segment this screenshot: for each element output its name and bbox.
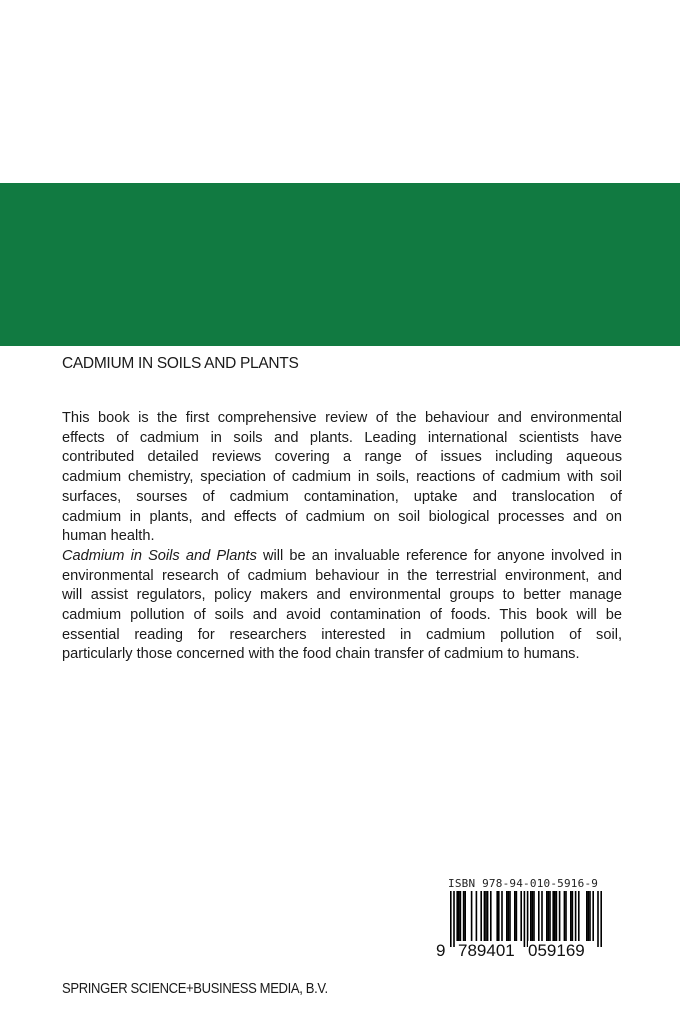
barcode-bar (516, 891, 518, 941)
barcode-bar (600, 891, 602, 947)
barcode-bar (476, 891, 478, 941)
barcode-bar (578, 891, 580, 941)
barcode-bar (564, 891, 566, 941)
barcode-bar (538, 891, 540, 941)
barcode-bar (530, 891, 532, 941)
blurb-line: Cadmium in Soils and Plants will be an invaluable reference for anyone involved in (62, 547, 622, 564)
barcode-bar (575, 891, 577, 941)
barcode-bar (524, 891, 526, 947)
barcode-bar (460, 891, 462, 941)
blurb-paragraph-1 (62, 409, 622, 547)
barcode-right-digits: 059169 (528, 941, 585, 960)
barcode-bar (458, 891, 460, 941)
barcode-bar (565, 891, 567, 941)
blurb-paragraph-2 (62, 547, 622, 665)
blurb-line: essential reading for researchers interested in cadmium pollution of soil, (62, 626, 622, 643)
barcode-bar (508, 891, 510, 941)
barcode-bar (509, 891, 511, 941)
blurb-line: cadmium chemistry, speciation of cadmium in soils, reactions of cadmium with soil (62, 469, 622, 486)
publisher-name: SPRINGER SCIENCE+BUSINESS MEDIA, B.V. (62, 981, 328, 997)
blurb-line: contributed detailed reviews covering a range of issues including aqueous (62, 449, 622, 466)
barcode-bar (592, 891, 594, 941)
barcode-bar (532, 891, 534, 941)
barcode-bar (520, 891, 522, 941)
barcode-bar (463, 891, 465, 941)
barcode-bar (572, 891, 574, 941)
barcode-first-digit: 9 (436, 941, 446, 960)
blurb-line: will assist regulators, policy makers and environmental groups to better manage (62, 587, 622, 604)
blurb-line: cadmium in plants, and effects of cadmium on soil biological processes and on (62, 508, 622, 525)
blurb-line: cadmium pollution of soils and avoid contamination of foods. This book will be (62, 607, 622, 624)
barcode-bar (548, 891, 550, 941)
barcode-bar (514, 891, 516, 941)
blurb-line: environmental research of cadmium behaviour in the terrestrial environment, and (62, 567, 622, 584)
barcode-bar (456, 891, 458, 941)
isbn-label: ISBN 978-94-010-5916-9 (448, 877, 599, 890)
barcode-bar (501, 891, 503, 941)
barcode-bar (554, 891, 556, 941)
barcode-bar (533, 891, 535, 941)
barcode-bar (464, 891, 466, 941)
barcode-bar (450, 891, 452, 947)
barcode-bar (527, 891, 529, 947)
barcode-bar (490, 891, 492, 941)
blurb-line: effects of cadmium in soils and plants. Leading international scientists have (62, 429, 622, 446)
barcode-bar (487, 891, 489, 941)
book-title-italic: Cadmium in Soils and Plants (62, 547, 257, 564)
barcode-bar (498, 891, 500, 941)
isbn-barcode (436, 877, 614, 967)
barcode-bar (552, 891, 554, 941)
barcode-bar (484, 891, 486, 941)
barcode-bar (480, 891, 482, 941)
barcode-bar (559, 891, 561, 941)
blurb-line: particularly those concerned with the food chain transfer of cadmium to humans. (62, 646, 580, 663)
barcode-bar (589, 891, 591, 941)
barcode-bar (541, 891, 543, 941)
barcode-bar (453, 891, 455, 947)
blurb-line: This book is the first comprehensive review of the behaviour and environmental (62, 410, 622, 426)
barcode-bar (471, 891, 473, 941)
barcode-bar (496, 891, 498, 941)
barcode-bar (570, 891, 572, 941)
barcode-bar (597, 891, 599, 947)
barcode-bar (586, 891, 588, 941)
book-title: CADMIUM IN SOILS AND PLANTS (62, 355, 299, 372)
barcode-bar (588, 891, 590, 941)
barcode-bar (546, 891, 548, 941)
barcode-bar (506, 891, 508, 941)
blurb (62, 409, 622, 665)
barcode-bar (556, 891, 558, 941)
barcode-left-digits: 789401 (458, 941, 515, 960)
green-cover-band (0, 183, 680, 346)
barcode-bar (549, 891, 551, 941)
barcode-bar (485, 891, 487, 941)
blurb-line: human health. (62, 528, 155, 545)
blurb-line: surfaces, sourses of cadmium contamination, uptake and translocation of (62, 488, 622, 505)
